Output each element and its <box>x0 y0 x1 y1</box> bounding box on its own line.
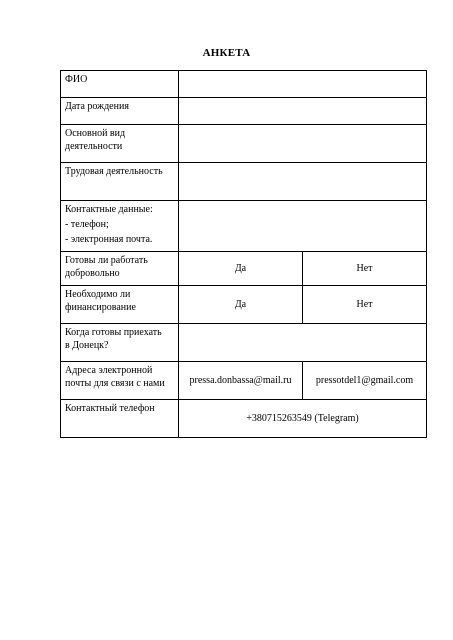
financing-label <box>61 286 179 324</box>
financing-label-line1: Необходимо ли <box>65 289 131 300</box>
main-activity-label-line1: Основной вид <box>65 128 126 139</box>
fio-input[interactable] <box>179 71 427 98</box>
arrival-label-line1: Когда готовы приехать <box>65 327 162 338</box>
volunteer-label-line1: Готовы ли работать <box>65 255 148 266</box>
row-contacts <box>61 201 427 252</box>
birth-date-input[interactable] <box>179 98 427 125</box>
contact-phone-label: Контактный телефон <box>61 400 179 438</box>
row-financing <box>61 286 427 324</box>
row-volunteer <box>61 252 427 286</box>
contacts-label-title: Контактные данные: <box>65 204 153 215</box>
financing-no-option[interactable]: Нет <box>303 286 427 324</box>
volunteer-yes-option[interactable]: Да <box>179 252 303 286</box>
row-main-activity <box>61 125 427 163</box>
email-address-label <box>61 362 179 400</box>
contacts-email-label: - электронная почта. <box>65 234 153 245</box>
row-arrival <box>61 324 427 362</box>
email-address-label-line1: Адреса электронной <box>65 365 153 376</box>
arrival-label <box>61 324 179 362</box>
work-experience-label: Трудовая деятельность <box>61 163 179 201</box>
questionnaire-table <box>60 70 427 438</box>
financing-label-line2: финансирование <box>65 302 136 313</box>
contacts-label <box>61 201 179 252</box>
email-address-1: pressa.donbassa@mail.ru <box>179 362 303 400</box>
row-fio <box>61 71 427 98</box>
arrival-input[interactable] <box>179 324 427 362</box>
row-email-address <box>61 362 427 400</box>
financing-yes-option[interactable]: Да <box>179 286 303 324</box>
volunteer-no-option[interactable]: Нет <box>303 252 427 286</box>
row-work-experience <box>61 163 427 201</box>
main-activity-label <box>61 125 179 163</box>
volunteer-label-line2: добровольно <box>65 268 120 279</box>
volunteer-label <box>61 252 179 286</box>
page-title: АНКЕТА <box>202 47 251 59</box>
contacts-input[interactable] <box>179 201 427 252</box>
email-address-label-line2: почты для связи с нами <box>65 378 165 389</box>
fio-label: ФИО <box>61 71 179 98</box>
main-activity-label-line2: деятельности <box>65 141 123 152</box>
row-contact-phone <box>61 400 427 438</box>
contact-phone-value: +380715263549 (Telegram) <box>179 400 427 438</box>
row-birth-date <box>61 98 427 125</box>
email-address-2: pressotdel1@gmail.com <box>303 362 427 400</box>
work-experience-input[interactable] <box>179 163 427 201</box>
contacts-phone-label: - телефон; <box>65 219 109 230</box>
arrival-label-line2: в Донецк? <box>65 340 109 351</box>
birth-date-label: Дата рождения <box>61 98 179 125</box>
main-activity-input[interactable] <box>179 125 427 163</box>
